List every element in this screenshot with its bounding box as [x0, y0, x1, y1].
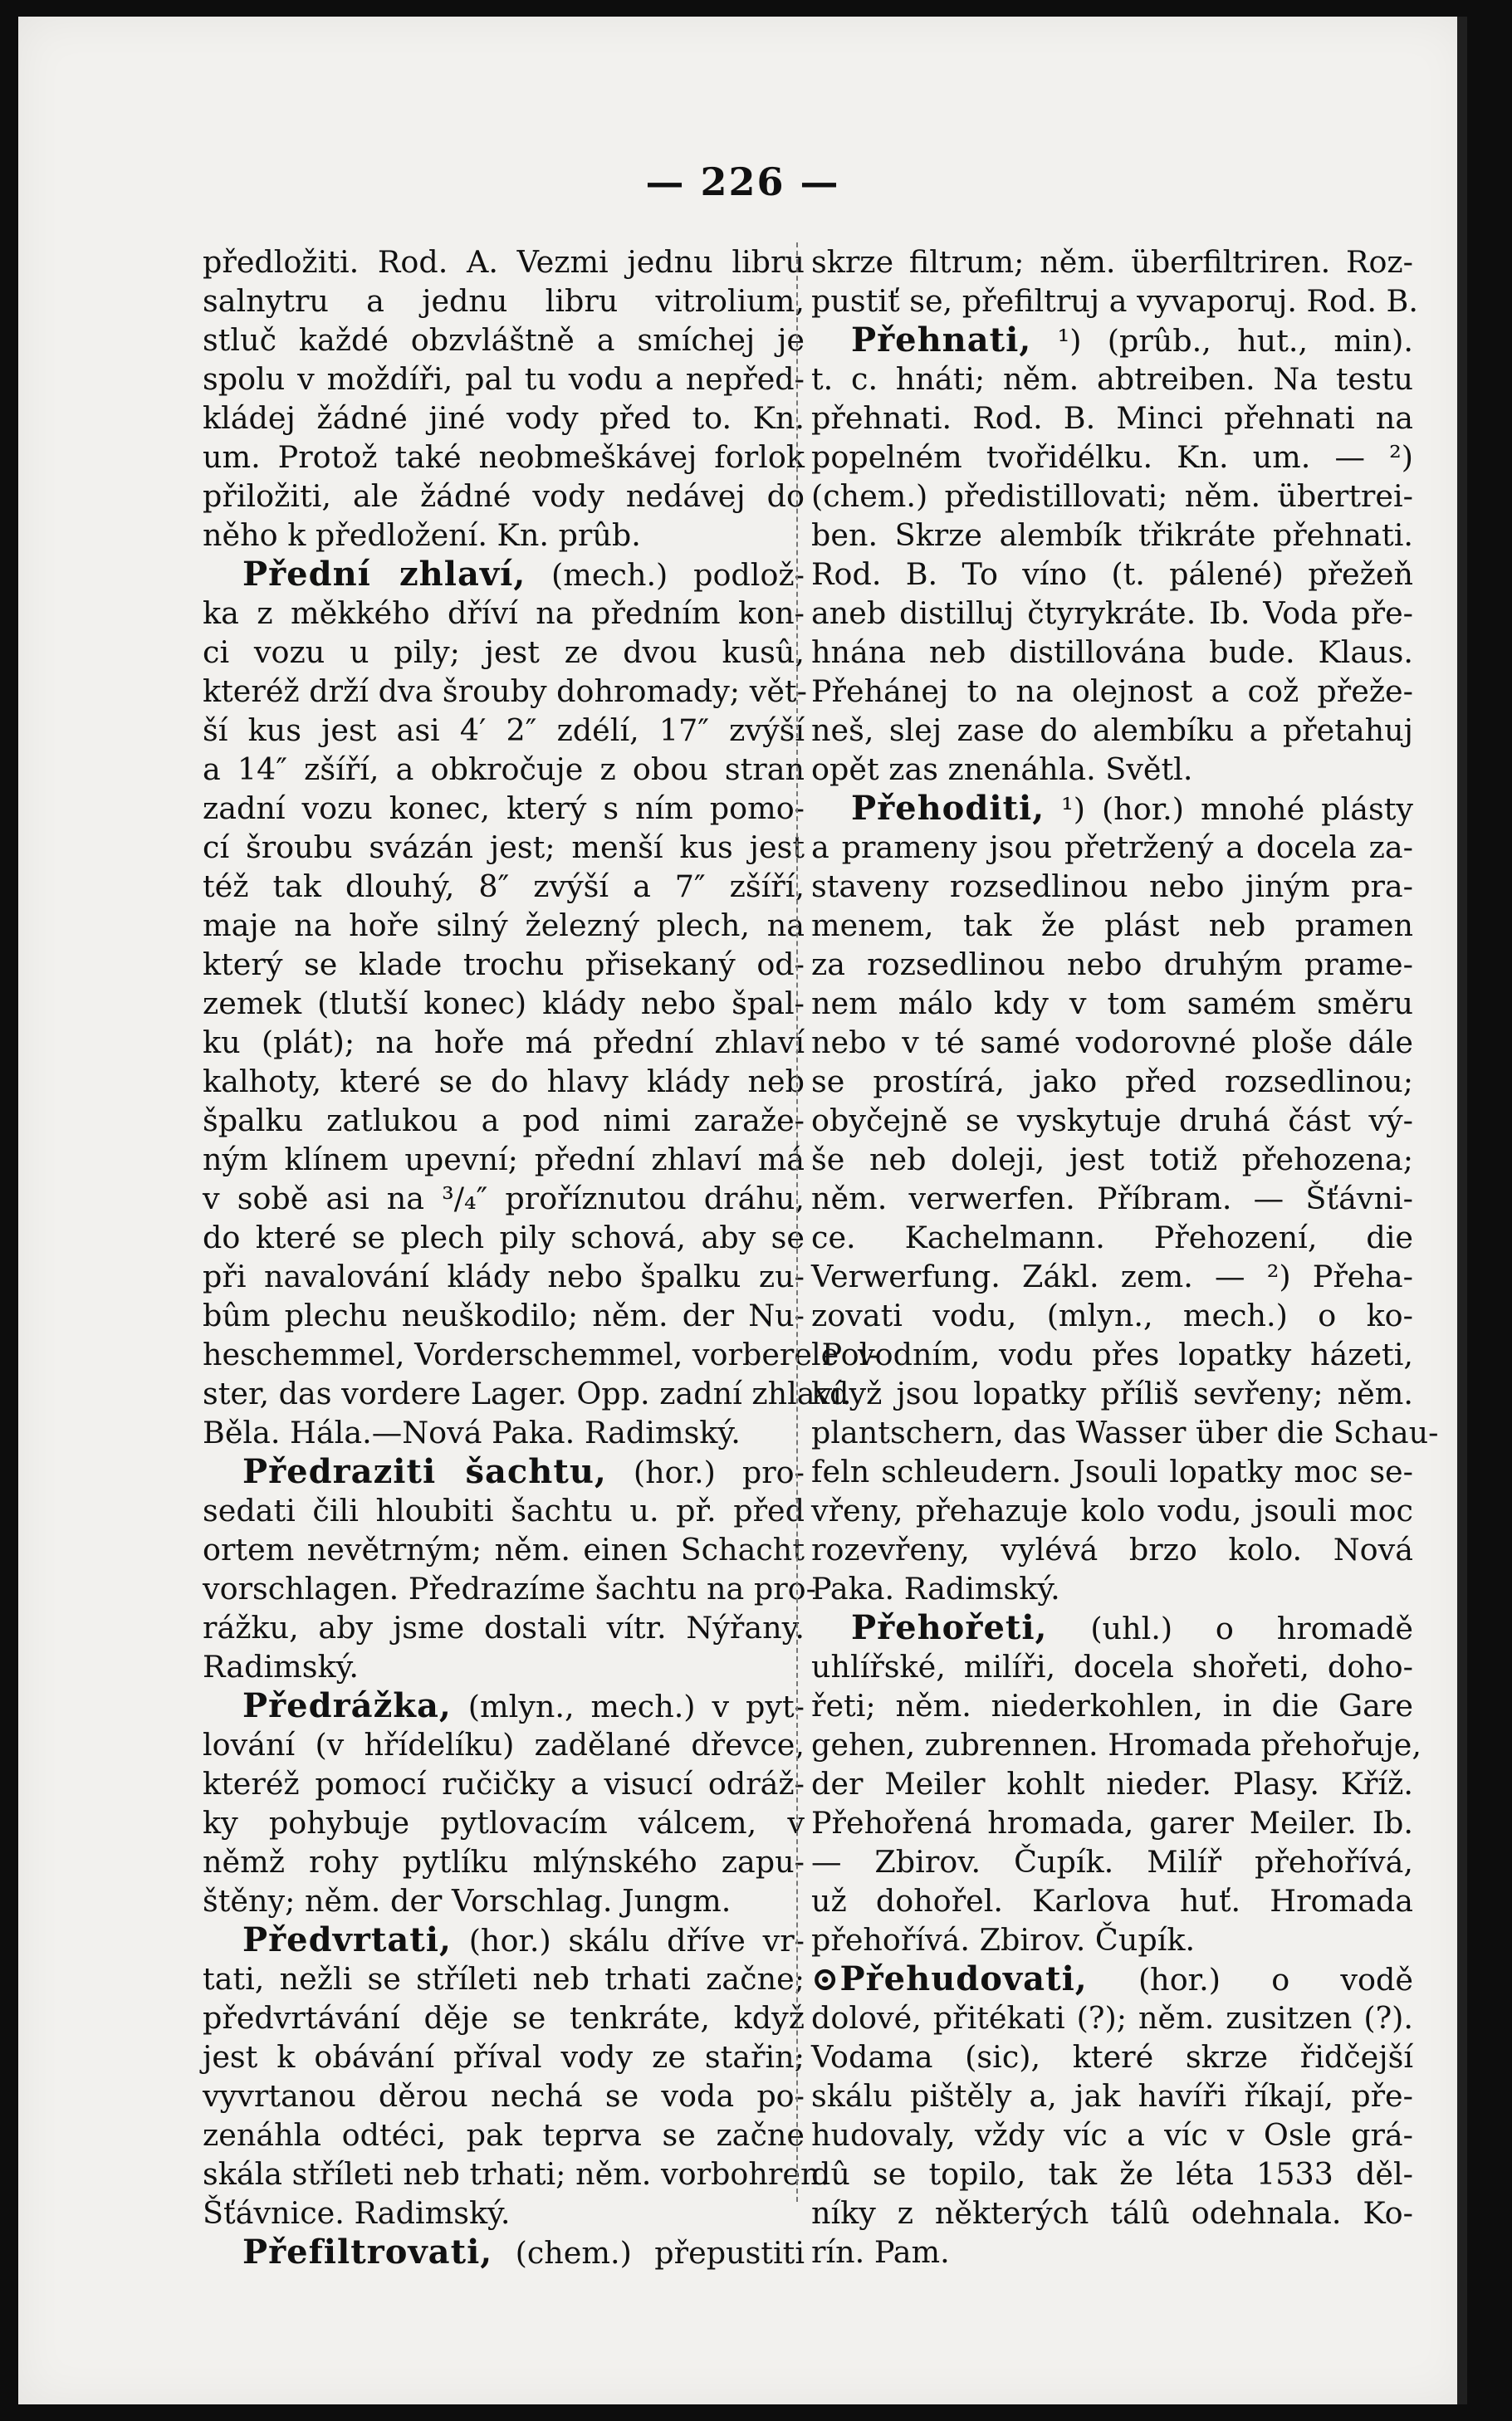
page-number: — 226 — [645, 159, 840, 204]
text-line: le vodním, vodu přes lopatky házeti, [811, 1337, 1413, 1372]
text-line: staveny rozsedlinou nebo jiným pra- [811, 868, 1413, 904]
text-line: ben. Skrze alembík třikráte přehnati. [811, 517, 1413, 553]
text-line: hnána neb distillována bude. Klaus. [811, 634, 1413, 670]
text-line: vřeny, přehazuje kolo vodu, jsouli moc [811, 1493, 1413, 1528]
text-line: vyvrtanou děrou nechá se voda po- [203, 2078, 805, 2114]
text-line: Přední zhlaví, (mech.) podlož- [242, 555, 805, 594]
text-line: maje na hoře silný železný plech, na [203, 907, 805, 943]
text-line: ci vozu u pily; jest ze dvou kusû, [203, 634, 805, 670]
text-line: spolu v moždíři, pal tu vodu a nepřed- [203, 361, 805, 397]
text-line: dû se topilo, tak že léta 1533 děl- [811, 2156, 1413, 2192]
text-line: sedati čili hloubiti šachtu u. př. před [203, 1493, 805, 1528]
text-line: kteréž pomocí ručičky a visucí odráž- [203, 1766, 805, 1802]
text-line: skála stříleti neb trhati; něm. vorbohren. [203, 2156, 830, 2192]
text-line: a 14″ zšíří, a obkročuje z obou stran [203, 751, 805, 787]
text-line: še neb doleji, jest totiž přehozena; [811, 1142, 1413, 1177]
text-line: ster, das vordere Lager. Opp. zadní zhlaví. [203, 1376, 852, 1411]
text-line: při navalování klády nebo špalku zu- [203, 1259, 805, 1294]
text-line: kteréž drží dva šrouby dohromady; vět- [203, 673, 807, 709]
text-line: rozevřeny, vylévá brzo kolo. Nová [811, 1532, 1413, 1568]
text-line: salnytru a jednu libru vitrolium, [203, 283, 805, 319]
text-line: přehořívá. Zbirov. Čupík. [811, 1922, 1196, 1958]
column-divider [796, 242, 798, 2202]
entry-headword: Přehořeti, [851, 1608, 1048, 1647]
text-line: neš, slej zase do alembíku a přetahuj [811, 712, 1413, 748]
text-line: Paka. Radimský. [811, 1571, 1060, 1607]
text-line: do které se plech pily schová, aby se [203, 1220, 805, 1255]
entry-headword: Předvrtati, [242, 1920, 452, 1959]
text-line: tati, nežli se stříleti neb trhati začne; [203, 1961, 805, 1997]
text-line: něho k předložení. Kn. prûb. [203, 517, 641, 553]
entry-headword: Předraziti šachtu, [242, 1452, 607, 1491]
text-line: dolové, přitékati (?); něm. zusitzen (?). [811, 2000, 1413, 2036]
text-line: Přehořená hromada, garer Meiler. Ib. [811, 1805, 1413, 1841]
text-line: lování (v hřídelíku) zadělané dřevce, [203, 1727, 805, 1763]
text-line: Přehoditi, ¹) (hor.) mnohé plásty [851, 789, 1413, 828]
binding-edge [1457, 17, 1467, 2404]
text-line: Předraziti šachtu, (hor.) pro- [242, 1452, 805, 1491]
text-line: zemek (tlutší konec) klády nebo špal- [203, 986, 805, 1021]
text-line: ce. Kachelmann. Přehození, die [811, 1220, 1413, 1255]
text-line: ku (plát); na hoře má přední zhlaví [203, 1025, 805, 1060]
text-line: Verwerfung. Zákl. zem. — ²) Přeha- [811, 1259, 1413, 1294]
text-line: bûm plechu neuškodilo; něm. der Nu- [203, 1298, 805, 1333]
text-line: aneb distilluj čtyrykráte. Ib. Voda pře- [811, 595, 1413, 631]
text-line: Rod. B. To víno (t. pálené) přežeň [811, 556, 1413, 592]
text-line: kalhoty, které se do hlavy klády neb [203, 1064, 805, 1099]
text-line: němž rohy pytlíku mlýnského zapu- [203, 1844, 805, 1880]
text-line: Přehnati, ¹) (prûb., hut., min). [851, 320, 1413, 359]
text-line: Šťávnice. Radimský. [203, 2195, 511, 2231]
text-line: stluč každé obzvláštně a smíchej je [203, 322, 805, 358]
text-line: ky pohybuje pytlovacím válcem, v [203, 1805, 805, 1841]
text-line: cí šroubu svázán jest; menší kus jest [203, 829, 805, 865]
text-line: nem málo kdy v tom samém směru [811, 986, 1413, 1021]
text-line: ortem nevětrným; něm. einen Schacht [203, 1532, 805, 1568]
text-line: když jsou lopatky příliš sevřeny; něm. [811, 1376, 1413, 1411]
text-line: Přehánej to na olejnost a což přeže- [811, 673, 1413, 709]
text-line: opět zas znenáhla. Světl. [811, 751, 1193, 787]
text-line: a prameny jsou přetržený a docela za- [811, 829, 1413, 865]
text-line: rín. Pam. [811, 2234, 950, 2270]
text-line: obyčejně se vyskytuje druhá část vý- [811, 1103, 1413, 1138]
text-line: Radimský. [203, 1649, 359, 1685]
entry-headword: Přední zhlaví, [242, 555, 526, 594]
text-line: ⊙Přehudovati, (hor.) o vodě [811, 1959, 1413, 1998]
text-line: Běla. Hála.—Nová Paka. Radimský. [203, 1415, 741, 1450]
left-column [203, 242, 879, 2272]
dictionary-page [18, 17, 1467, 2404]
text-line: za rozsedlinou nebo druhým prame- [811, 946, 1413, 982]
text-line: se prostírá, jako před rozsedlinou; [811, 1064, 1413, 1099]
entry-headword: Přehnati, [851, 320, 1032, 359]
text-line: feln schleudern. Jsouli lopatky moc se- [811, 1454, 1413, 1489]
text-line: hudovaly, vždy víc a víc v Osle grá- [811, 2117, 1413, 2153]
text-line: rážku, aby jsme dostali vítr. Nýřany. [203, 1610, 805, 1646]
text-line: ší kus jest asi 4′ 2″ zdélí, 17″ zvýší [203, 712, 805, 748]
text-line: menem, tak že plást neb pramen [811, 907, 1413, 943]
entry-headword: Předrážka, [242, 1686, 452, 1725]
text-line: níky z některých tálû odehnala. Ko- [811, 2195, 1413, 2231]
text-line: ka z měkkého dříví na předním kon- [203, 595, 805, 631]
text-line: přehnati. Rod. B. Minci přehnati na [811, 400, 1413, 436]
entry-headword: ⊙Přehudovati, [811, 1959, 1088, 1998]
text-line: uhlířské, milíři, docela shořeti, doho- [811, 1649, 1413, 1685]
text-line: Přehořeti, (uhl.) o hromadě [851, 1608, 1413, 1647]
entry-headword: Přehoditi, [851, 789, 1045, 828]
text-line: ným klínem upevní; přední zhlaví má [203, 1142, 805, 1177]
text-line: Předrážka, (mlyn., mech.) v pyt- [242, 1686, 805, 1725]
text-line: zenáhla odtéci, pak teprva se začne [203, 2117, 805, 2153]
text-line: nebo v té samé vodorovné ploše dále [811, 1025, 1413, 1060]
text-line: předložiti. Rod. A. Vezmi jednu libru [203, 244, 805, 280]
text-line: skálu pištěly a, jak havíři říkají, pře- [811, 2078, 1413, 2114]
text-line: popelném tvořidélku. Kn. um. — ²) [811, 439, 1413, 475]
text-line: — Zbirov. Čupík. Milíř přehořívá, [811, 1844, 1413, 1880]
text-line: jest k obávání příval vody ze stařin; [203, 2039, 805, 2075]
text-line: Vodama (sic), které skrze řidčejší [811, 2039, 1413, 2075]
text-line: zadní vozu konec, který s ním pomo- [203, 790, 805, 826]
text-line: gehen, zubrennen. Hromada přehořuje, [811, 1727, 1421, 1763]
text-line: který se klade trochu přisekaný od- [203, 946, 805, 982]
text-line: um. Protož také neobmeškávej forlok [203, 439, 805, 475]
text-line: kládej žádné jiné vody před to. Kn. [203, 400, 805, 436]
text-line: štěny; něm. der Vorschlag. Jungm. [203, 1883, 732, 1919]
text-line: der Meiler kohlt nieder. Plasy. Kříž. [811, 1766, 1413, 1802]
text-line: Předvrtati, (hor.) skálu dříve vr- [242, 1920, 805, 1959]
text-line: řeti; něm. niederkohlen, in die Gare [811, 1688, 1413, 1724]
right-column [811, 242, 1439, 2272]
text-line: t. c. hnáti; něm. abtreiben. Na testu [811, 361, 1413, 397]
text-line: předvrtávání děje se tenkráte, když [203, 2000, 805, 2036]
text-line: pustiť se, přefiltruj a vyvaporuj. Rod. B. [811, 283, 1418, 319]
text-line: něm. verwerfen. Příbram. — Šťávni- [811, 1181, 1413, 1216]
text-line: Přefiltrovati, (chem.) přepustiti [242, 2233, 805, 2272]
text-line: v sobě asi na ³/₄″ proříznutou dráhu, [203, 1181, 805, 1216]
text-line: skrze filtrum; něm. überfiltriren. Roz- [811, 244, 1413, 280]
text-line: vorschlagen. Předrazíme šachtu na pro- [203, 1571, 816, 1607]
text-line: už dohořel. Karlova huť. Hromada [811, 1883, 1413, 1919]
text-line: (chem.) předistillovati; něm. übertrei- [811, 478, 1413, 514]
text-line: zovati vodu, (mlyn., mech.) o ko- [811, 1298, 1413, 1333]
text-line: přiložiti, ale žádné vody nedávej do [203, 478, 805, 514]
text-line: heschemmel, Vorderschemmel, vorbere Pol- [203, 1337, 879, 1372]
text-line: špalku zatlukou a pod nimi zaraže- [203, 1103, 805, 1138]
text-line: též tak dlouhý, 8″ zvýší a 7″ zšíří, [203, 868, 805, 904]
entry-headword: Přefiltrovati, [242, 2233, 493, 2272]
text-line: plantschern, das Wasser über die Schau- [811, 1415, 1439, 1450]
